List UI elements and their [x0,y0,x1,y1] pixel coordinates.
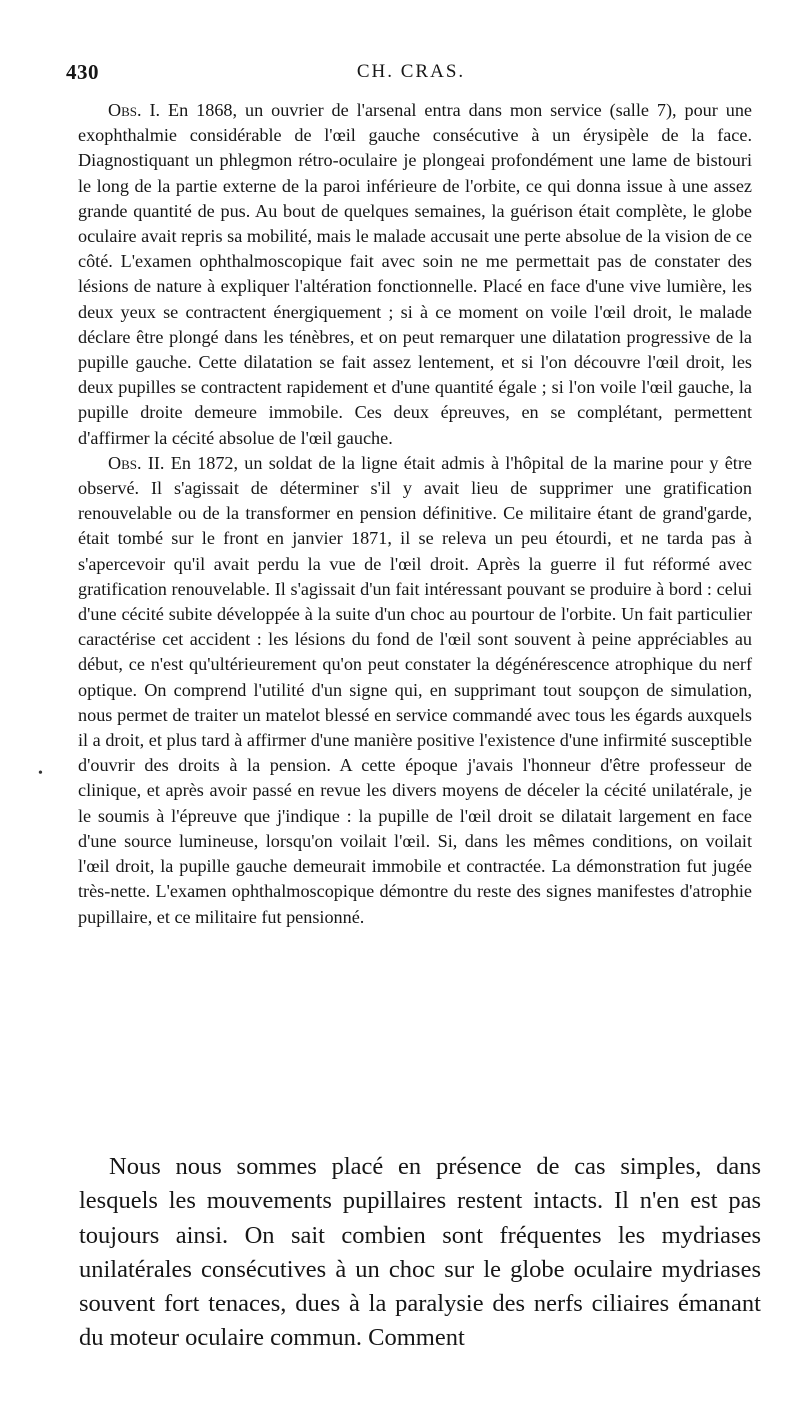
observation-2-lead: Obs. II. [108,452,165,473]
margin-mark: • [38,766,43,781]
running-title: CH. CRAS. [356,61,466,82]
main-text [79,1150,761,1356]
page-number: 430 [66,60,99,84]
page-header [66,58,756,92]
observation-1 [78,98,752,451]
observation-2 [78,451,752,930]
observation-1-lead: Obs. I. [108,100,161,120]
body-paragraph: Nous nous sommes placé en présence de cas simples, dans lesquels les mouvements pupillaires restent intacts. Il n'en est pas toujours ainsi. On sait combien sont fréquentes les mydriases unilatérales consécutives à un choc sur le globe oculaire mydriases souvent fort tenaces, dues à la paralysie des nerfs ciliaires émanant du moteur oculaire commun. Comment [79,1153,761,1352]
observation-2-text: En 1872, un soldat de la ligne était admis à l'hôpital de la marine pour y être observé. Il s'agissait de déterminer s'il y avait lieu de supprimer une gratification renouvelable ou de la transformer en pension définitive. Ce militaire étant de grand'garde, était tombé sur le front en janvier 1871, il se releva un peu étourdi, et ne tarda pas à s'apercevoir qu'il avait perdu la vue de l'œil droit. Après la guerre il fut réformé avec gratification renouvelable. Il s'agissait d'un fait intéressant pouvant se produire à bord : celui d'une cécité subite développée à la suite d'un choc au pourtour de l'orbite. Un fait particulier caractérise cet accident : les lésions du fond de l'œil sont souvent à peine appréciables au début, ce n'est qu'ultérieurement qu'on peut constater la dégénérescence atrophique du nerf optique. On comprend l'utilité d'un signe qui, en supprimant tout soupçon de simulation, nous permet de traiter un matelot blessé en service commandé avec tous les égards auxquels il a droit, et plus tard à affirmer d'une manière positive l'existence d'une infirmité susceptible d'ouvrir des droits à la pension. A cette époque j'avais l'honneur d'être professeur de clinique, et après avoir passé en revue les divers moyens de déceler la cécité unilatérale, je le soumis à l'épreuve que j'indique : la pupille de l'œil droit se dilatait largement en face d'une source lumineuse, lorsqu'on voilait l'œil. Si, dans les mêmes conditions, on voilait l'œil droit, la pupille gauche demeurait immobile et contractée. La démonstration fut jugée très-nette. L'examen ophthalmoscopique démontre du reste des signes manifestes d'atrophie pupillaire, et ce militaire fut pensionné. [78,452,752,927]
observations-block [78,98,752,930]
observation-1-text: En 1868, un ouvrier de l'arsenal entra dans mon service (salle 7), pour une exophthalmie considérable de l'œil gauche consécutive à un érysipèle de la face. Diagnostiquant un phlegmon rétro-oculaire je plongeai profondément une lame de bistouri le long de la partie externe de la paroi inférieure de l'orbite, ce qui donna issue à une assez grande quantité de pus. Au bout de quelques semaines, la guérison était complète, le globe oculaire avait repris sa mobilité, mais le malade accusait une perte absolue de la vision de ce côté. L'examen ophthalmoscopique fait avec soin ne me permettait pas de constater des lésions de nature à expliquer l'altération fonctionnelle. Placé en face d'une vive lumière, les deux yeux se contractent énergiquement ; si à ce moment on voile l'œil droit, le malade déclare être plongé dans les ténèbres, et on peut remarquer une dilatation progressive de la pupille gauche. Cette dilatation se fait assez lentement, et si l'on découvre l'œil droit, les deux pupilles se contractent rapidement et d'une quantité égale ; si l'on voile l'œil gauche, la pupille droite demeure immobile. Ces deux épreuves, en se complétant, permettent d'affirmer la cécité absolue de l'œil gauche. [78,100,753,448]
